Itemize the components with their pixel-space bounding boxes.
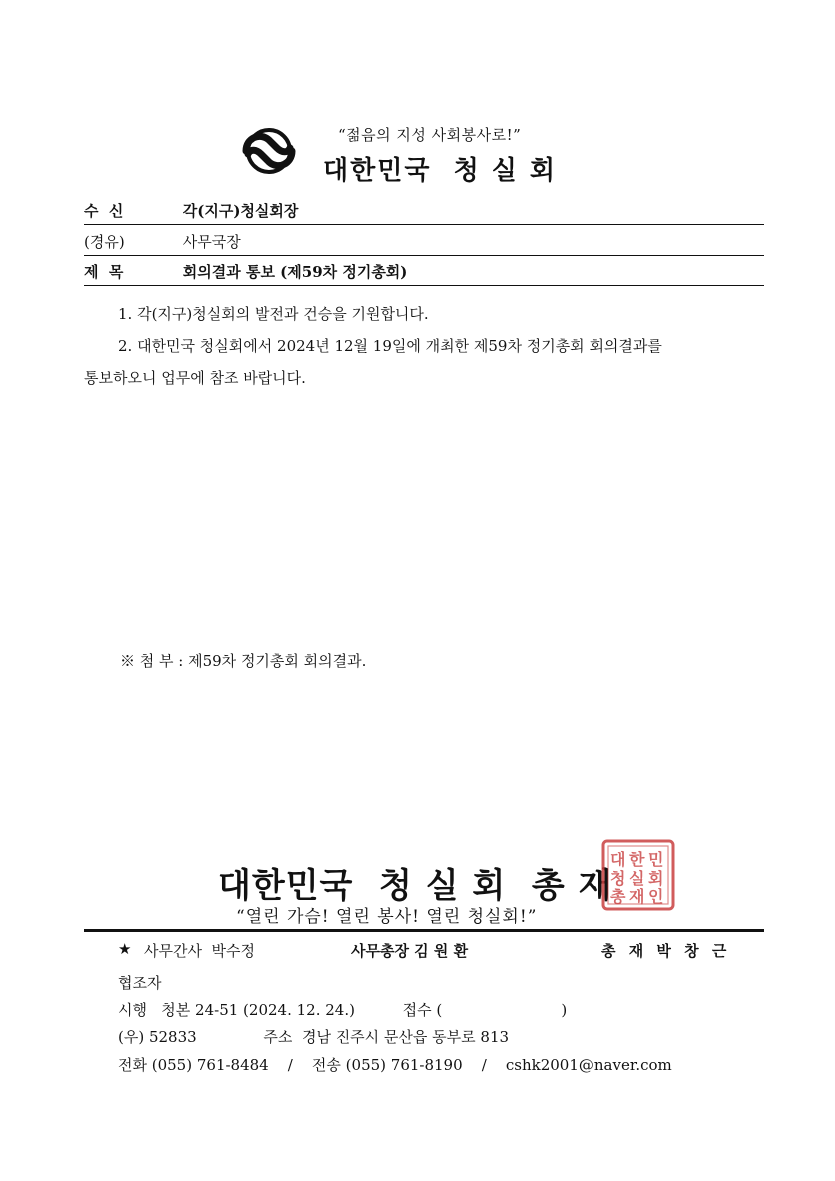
contact-line: 전화 (055) 761-8484 / 전송 (055) 761-8190 / cshk2001@naver.com <box>118 1056 672 1074</box>
issuer-title: 대한민국 청 실 회 총 재 <box>218 866 613 906</box>
star-icon: ★ <box>118 940 132 958</box>
header-slogan: “젊음의 지성 사회봉사로!” <box>338 126 522 144</box>
via-label: (경유) <box>84 233 125 251</box>
svg-text:청: 청 <box>610 869 626 888</box>
official-seal-stamp-icon <box>600 838 676 912</box>
closing-slogan: “열린 가슴! 열린 봉사! 열린 청실회!” <box>236 907 538 927</box>
recipient-row <box>84 200 764 221</box>
enforcement-line: 시행 청본 24-51 (2024. 12. 24.) 접수 ( ) <box>118 1001 568 1019</box>
president-signature: 총 재 박 창 근 <box>601 942 731 960</box>
attachment-note: ※ 첨 부 : 제59차 정기총회 회의결과. <box>120 652 367 670</box>
svg-text:대: 대 <box>610 850 626 869</box>
svg-text:실: 실 <box>629 869 645 888</box>
svg-text:민: 민 <box>648 850 664 869</box>
svg-text:한: 한 <box>629 850 645 869</box>
subject-divider <box>84 285 764 286</box>
body-paragraph-2-line-2: 통보하오니 업무에 참조 바랍니다. <box>84 369 306 387</box>
secretary-general-signature: 사무총장 김 원 환 <box>351 942 469 960</box>
body-paragraph-1: 1. 각(지구)청실회의 발전과 건승을 기원합니다. <box>118 305 429 323</box>
recipient-label: 수 신 <box>84 202 124 220</box>
body-paragraph-2-line-1: 2. 대한민국 청실회에서 2024년 12월 19일에 개최한 제59차 정기총회 회의결과를 <box>118 337 662 355</box>
svg-text:인: 인 <box>648 887 664 906</box>
subject-label: 제 목 <box>84 263 124 281</box>
svg-text:회: 회 <box>648 869 664 888</box>
via-value: 사무국장 <box>182 233 241 251</box>
organization-title: 대한민국 청 실 회 <box>323 156 558 186</box>
address-line: (우) 52833 주소 경남 진주시 문산읍 동부로 813 <box>118 1028 510 1046</box>
svg-text:총: 총 <box>610 887 626 906</box>
organization-logo-icon <box>240 128 298 174</box>
subject-row <box>84 261 764 282</box>
via-row <box>84 231 764 252</box>
via-divider <box>84 255 764 256</box>
signature-divider <box>84 929 764 932</box>
secretary-signature: 사무간사 박수정 <box>144 942 255 960</box>
cooperator-line: 협조자 <box>118 974 162 992</box>
recipient-value: 각(지구)청실회장 <box>182 202 299 220</box>
subject-value: 회의결과 통보 (제59차 정기총회) <box>182 263 408 281</box>
svg-text:재: 재 <box>629 887 645 906</box>
recipient-divider <box>84 224 764 225</box>
